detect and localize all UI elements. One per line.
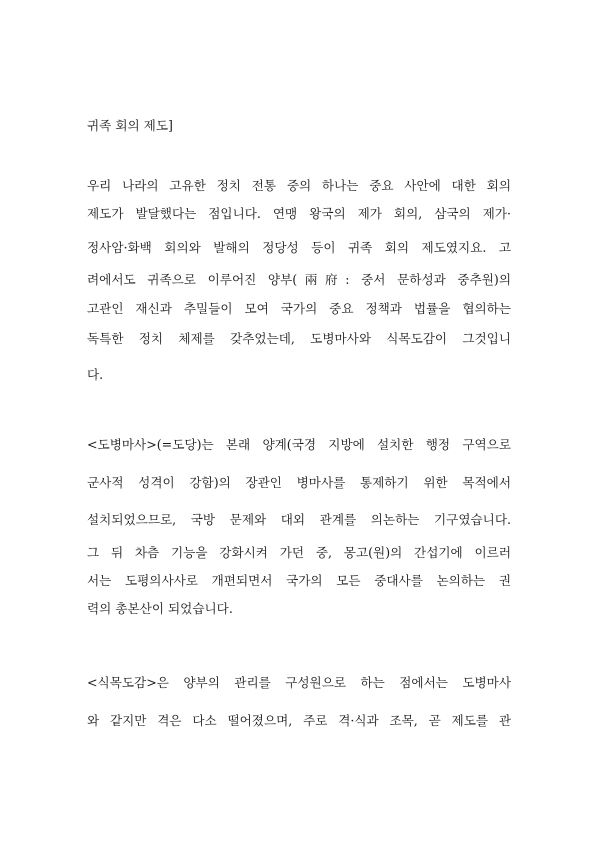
paragraph-2-line-4: 그 뒤 차츰 기능을 강화시켜 가던 중, 몽고(원)의 간섭기에 이르러 xyxy=(87,545,511,560)
paragraph-2-line-6: 력의 총본산이 되었습니다. xyxy=(87,601,233,616)
paragraph-1-line-2: 제도가 발달했다는 점입니다. 연맹 왕국의 제가 회의, 삼국의 제가· xyxy=(87,206,511,221)
paragraph-3-line-1: <식목도감>은 양부의 관리를 구성원으로 하는 점에서는 도병마사 xyxy=(87,675,511,690)
paragraph-2-line-5: 서는 도평의사사로 개편되면서 국가의 모든 중대사를 논의하는 권 xyxy=(87,573,511,588)
paragraph-1-line-6: 독특한 정치 체제를 갖추었는데, 도병마사와 식목도감이 그것입니 xyxy=(87,331,511,346)
paragraph-2-line-1: <도병마사>(=도당)는 본래 양계(국경 지방에 설치한 행정 구역으로 xyxy=(87,437,511,452)
paragraph-3-line-2: 와 같지만 격은 다소 떨어졌으며, 주로 격·식과 조목, 곧 제도를 관 xyxy=(87,713,511,728)
paragraph-1-line-5: 고관인 재신과 추밀들이 모여 국가의 중요 정책과 법률을 협의하는 xyxy=(87,301,511,316)
paragraph-1-line-3: 정사암·화백 회의와 발해의 정당성 등이 귀족 회의 제도였지요. 고 xyxy=(87,240,511,255)
paragraph-1-line-1: 우리 나라의 고유한 정치 전통 중의 하나는 중요 사안에 대한 회의 xyxy=(87,178,511,193)
paragraph-2-line-3: 설치되었으므로, 국방 문제와 대외 관계를 의논하는 기구였습니다. xyxy=(87,512,511,527)
paragraph-1-line-4: 려에서도 귀족으로 이루어진 양부(兩府: 중서 문하성과 중추원)의 xyxy=(87,272,511,287)
paragraph-2-line-2: 군사적 성격이 강함)의 장관인 병마사를 통제하기 위한 목적에서 xyxy=(87,475,511,490)
section-heading: 귀족 회의 제도] xyxy=(87,118,173,133)
paragraph-1-line-7: 다. xyxy=(87,367,104,382)
